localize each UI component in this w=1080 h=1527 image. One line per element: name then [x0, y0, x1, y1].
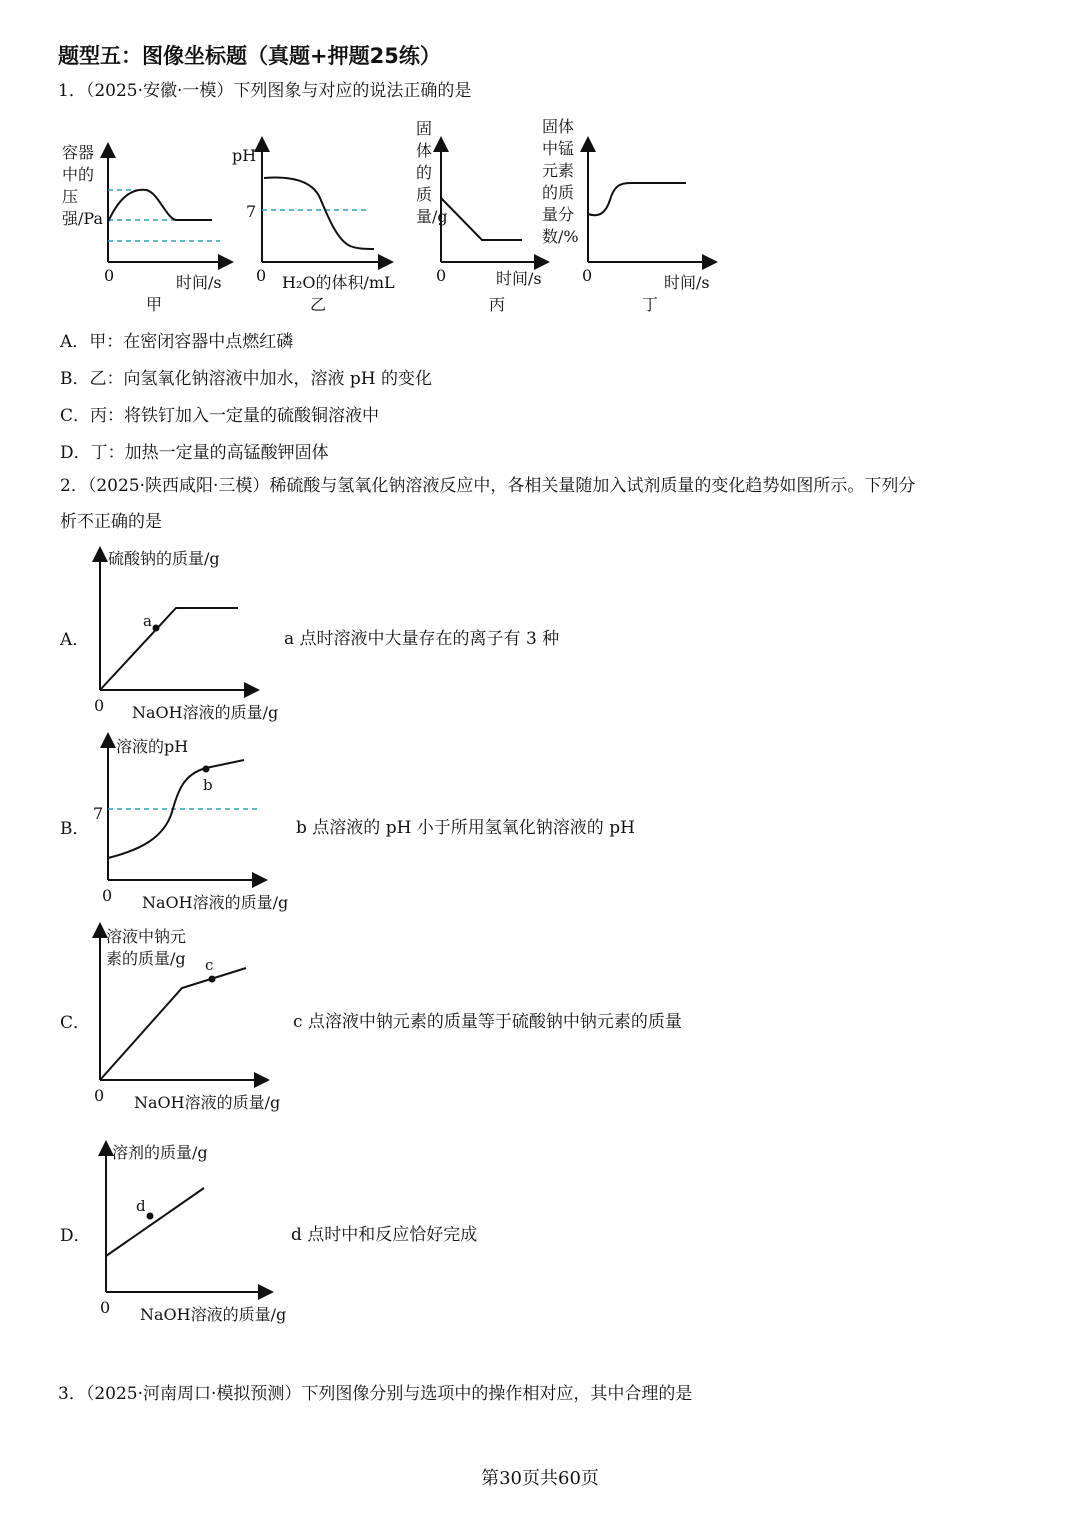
q2-d-xlabel: NaOH溶液的质量/g	[140, 1305, 287, 1324]
question-2-text-line1: 2．（2025·陕西咸阳·三模）稀硫酸与氢氧化钠溶液反应中，各相关量随加入试剂质量的变化趋势如图所示。下列分	[60, 476, 916, 496]
q2-c-statement: c 点溶液中钠元素的质量等于硫酸钠中钠元素的质量	[293, 1012, 682, 1032]
q2-option-a-letter: A．	[60, 630, 90, 650]
q2-b-7: 7	[93, 804, 104, 823]
section-title: 题型五：图像坐标题（真题+押题25练）	[58, 44, 441, 68]
q2-a-xlabel: NaOH溶液的质量/g	[132, 703, 279, 722]
graph-yi-7: 7	[246, 202, 257, 221]
point-d	[147, 1213, 154, 1220]
graph-yi-name: 乙	[310, 295, 327, 314]
q2-a-origin: 0	[94, 696, 105, 715]
q1-option-c: C．丙：将铁钉加入一定量的硫酸铜溶液中	[60, 406, 380, 426]
q2-b-origin: 0	[102, 886, 113, 905]
graph-bing-xlabel: 时间/s	[496, 269, 542, 288]
q1-option-a: A．甲：在密闭容器中点燃红磷	[60, 332, 294, 352]
q2-d-origin: 0	[100, 1298, 111, 1317]
graph-bing-origin: 0	[436, 266, 447, 285]
graph-yi-origin: 0	[256, 266, 267, 285]
q2-d-ylabel: 溶剂的质量/g	[112, 1143, 208, 1162]
graph-ding-xlabel: 时间/s	[664, 273, 710, 292]
q2-option-d-letter: D．	[60, 1226, 91, 1246]
graph-jia-xlabel: 时间/s	[176, 273, 222, 292]
graph-jia-name: 甲	[146, 295, 163, 314]
q2-c-ylabel-2: 素的质量/g	[106, 949, 186, 968]
question-2-text-line2: 析不正确的是	[60, 512, 162, 532]
q2-c-origin: 0	[94, 1086, 105, 1105]
graph-bing-ylabel: 固体的质量/g	[416, 119, 448, 226]
solvent-line	[106, 1188, 204, 1256]
question-3-text: 3．（2025·河南周口·模拟预测）下列图像分别与选项中的操作相对应，其中合理的是	[58, 1384, 693, 1404]
q2-c-point-label: c	[205, 956, 214, 974]
q1-option-d: D．丁：加热一定量的高锰酸钾固体	[60, 443, 329, 463]
q2-b-point-label: b	[203, 776, 213, 794]
q2-c-xlabel: NaOH溶液的质量/g	[134, 1093, 281, 1112]
graph-ding-name: 丁	[642, 295, 659, 314]
page-footer: 第30页共60页	[481, 1468, 599, 1489]
q2-option-b-letter: B．	[60, 819, 90, 839]
graph-jia-ylabel: 容器中的压强/Pa	[62, 143, 103, 228]
q2-a-point-label: a	[143, 612, 152, 630]
graph-ding-ylabel: 固体中锰元素的质量分数/%	[542, 117, 579, 246]
q2-a-statement: a 点时溶液中大量存在的离子有 3 种	[284, 629, 560, 649]
q2-option-c-letter: C．	[60, 1013, 91, 1033]
graph-bing-name: 丙	[489, 295, 506, 314]
q2-b-ylabel: 溶液的pH	[116, 737, 189, 756]
q2-a-ylabel: 硫酸钠的质量/g	[108, 549, 220, 568]
graph-yi-ylabel: pH	[232, 146, 257, 165]
q2-c-ylabel-1: 溶液中钠元	[106, 927, 187, 946]
graph-yi-xlabel: H₂O的体积/mL	[282, 273, 395, 292]
graph-ding-origin: 0	[582, 266, 593, 285]
question-1-text: 1．（2025·安徽·一模）下列图象与对应的说法正确的是	[58, 81, 472, 101]
graph-jia-origin: 0	[104, 266, 115, 285]
q2-d-statement: d 点时中和反应恰好完成	[291, 1225, 478, 1245]
q2-b-xlabel: NaOH溶液的质量/g	[142, 893, 289, 912]
q2-b-statement: b 点溶液的 pH 小于所用氢氧化钠溶液的 pH	[296, 818, 635, 838]
q2-d-point-label: d	[136, 1197, 146, 1215]
q1-option-b: B．乙：向氢氧化钠溶液中加水，溶液 pH 的变化	[60, 369, 433, 389]
